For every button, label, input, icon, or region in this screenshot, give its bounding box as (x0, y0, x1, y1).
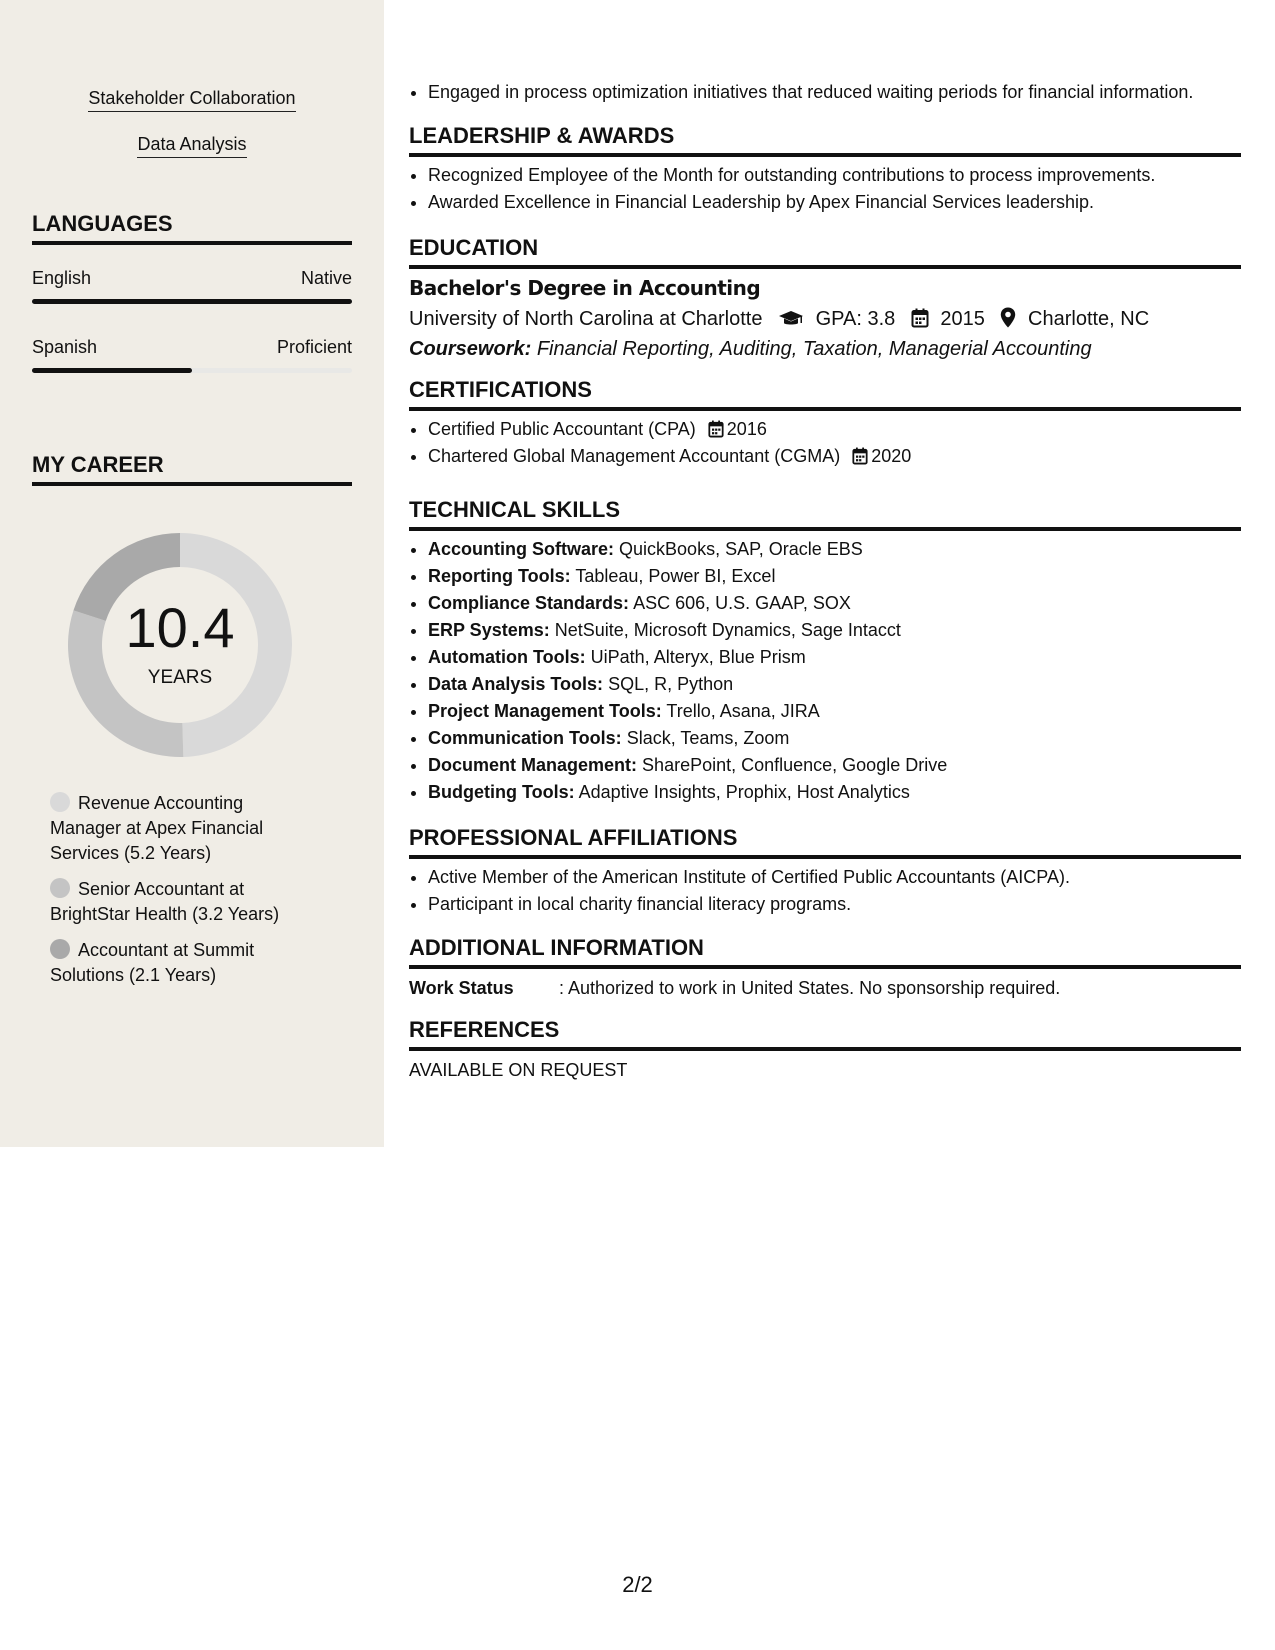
list-item: • Data Analysis Tools: SQL, R, Python (428, 671, 1260, 698)
language-row (32, 268, 352, 289)
career-item: Accountant at Summit Solutions (2.1 Years) (50, 940, 255, 985)
career-dot (50, 792, 70, 812)
page-number: 2/2 (622, 1572, 653, 1597)
school-name: University of North Carolina at Charlotte (409, 308, 763, 330)
language-bar-fill (32, 368, 192, 373)
list-item: • Budgeting Tools: Adaptive Insights, Prophix, Host Analytics (428, 779, 1260, 806)
list-item: • Project Management Tools: Trello, Asana, JIRA (428, 698, 1260, 725)
calendar-icon (852, 447, 868, 465)
list-item: • ERP Systems: NetSuite, Microsoft Dynamics, Sage Intacct (428, 617, 1260, 644)
technical-skills-heading: TECHNICAL SKILLS (409, 497, 1241, 531)
additional-info-heading: ADDITIONAL INFORMATION (409, 935, 1241, 969)
language-bar (32, 299, 352, 304)
certifications-list (409, 416, 1260, 470)
coursework-list: Financial Reporting, Auditing, Taxation, Managerial Accounting (536, 338, 1092, 360)
education-heading: EDUCATION (409, 235, 1241, 269)
work-status (409, 978, 1060, 999)
language-bar (32, 368, 352, 373)
list-item: • Awarded Excellence in Financial Leadership by Apex Financial Services leadership. (428, 189, 1260, 216)
list-item: • Participant in local charity financial literacy programs. (428, 891, 1260, 918)
language-level: Proficient (276, 337, 352, 357)
degree-title: Bachelor's Degree in Accounting (409, 276, 761, 300)
career-total: 10.4 (125, 596, 235, 659)
coursework (409, 338, 1092, 361)
cert-date: 2020 (852, 443, 911, 470)
references-heading: REFERENCES (409, 1017, 1241, 1051)
skill-tag: Data Analysis (0, 134, 384, 158)
list-item: • Chartered Global Management Accountant (CGMA) 2020 (428, 443, 1260, 470)
leadership-heading: LEADERSHIP & AWARDS (409, 123, 1241, 157)
career-dot (50, 939, 70, 959)
affiliations-list (409, 864, 1260, 918)
list-item: • Engaged in process optimization initiatives that reduced waiting periods for financial information. (428, 79, 1260, 106)
calendar-icon (708, 420, 724, 438)
career-heading: MY CAREER (32, 452, 352, 486)
list-item: • Certified Public Accountant (CPA) 2016 (428, 416, 1260, 443)
skill-tag: Stakeholder Collaboration (0, 88, 384, 112)
gpa: GPA: 3.8 (815, 308, 896, 330)
career-unit: YEARS (147, 667, 213, 688)
language-bar-fill (32, 299, 352, 304)
list-item: • Communication Tools: Slack, Teams, Zoom (428, 725, 1260, 752)
language-name: Spanish (32, 337, 98, 357)
languages-heading: LANGUAGES (32, 211, 352, 245)
technical-skills-list (409, 536, 1260, 806)
calendar-icon (911, 308, 929, 334)
career-item: Senior Accountant at BrightStar Health (3.2 Years) (50, 879, 280, 924)
language-name: English (32, 268, 92, 288)
graduation-cap-icon (778, 310, 804, 334)
list-item: • Reporting Tools: Tableau, Power BI, Excel (428, 563, 1260, 590)
location-pin-icon (1000, 307, 1016, 334)
language-row (32, 337, 352, 358)
leadership-list (409, 162, 1260, 216)
school-location: Charlotte, NC (1028, 308, 1150, 330)
cert-date: 2016 (708, 416, 767, 443)
list-item: • Automation Tools: UiPath, Alteryx, Blue Prism (428, 644, 1260, 671)
certifications-heading: CERTIFICATIONS (409, 377, 1241, 411)
education-details (409, 307, 1149, 334)
coursework-label: Coursework: (409, 338, 532, 360)
work-status-value: : Authorized to work in United States. No sponsorship required. (559, 978, 1061, 998)
career-dot (50, 878, 70, 898)
list-item: • Active Member of the American Institute of Certified Public Accountants (AICPA). (428, 864, 1260, 891)
experience-bullets (409, 79, 1260, 106)
list-item: • Compliance Standards: ASC 606, U.S. GAAP, SOX (428, 590, 1260, 617)
affiliations-heading: PROFESSIONAL AFFILIATIONS (409, 825, 1241, 859)
career-item: Revenue Accounting Manager at Apex Financial Services (5.2 Years) (50, 793, 264, 863)
list-item: • Document Management: SharePoint, Confluence, Google Drive (428, 752, 1260, 779)
work-status-label: Work Status (409, 978, 514, 998)
graduation-year: 2015 (940, 308, 985, 330)
list-item: • Accounting Software: QuickBooks, SAP, Oracle EBS (428, 536, 1260, 563)
list-item: • Recognized Employee of the Month for outstanding contributions to process improvements. (428, 162, 1260, 189)
language-level: Native (300, 268, 352, 288)
references-text: AVAILABLE ON REQUEST (409, 1060, 628, 1080)
